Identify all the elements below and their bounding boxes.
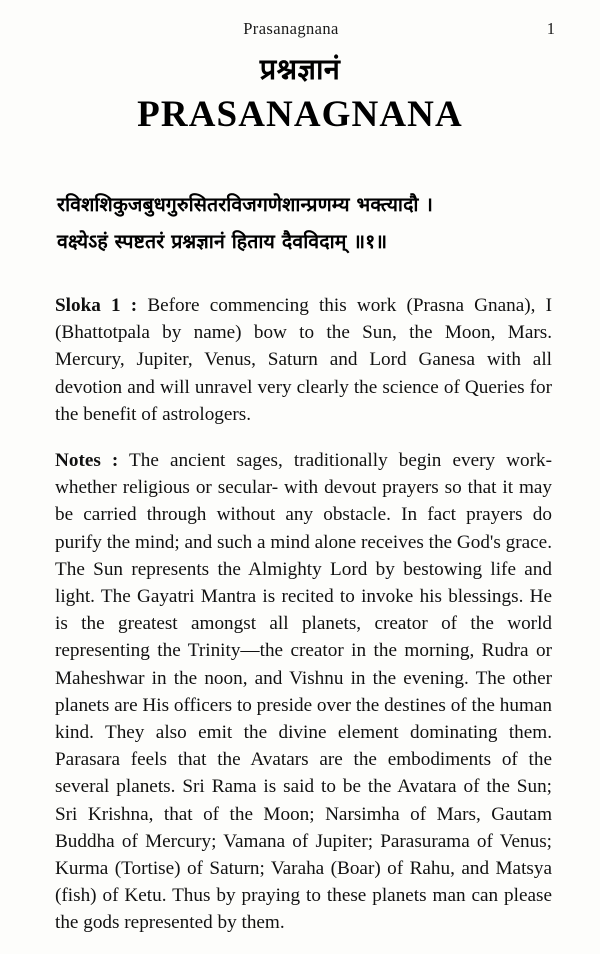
body-text — [55, 292, 552, 937]
running-header-title: Prasanagnana — [243, 19, 339, 38]
sloka-text: Before commencing this work (Prasna Gnana), I (Bhattotpala by name) bow to the Sun, the Moon, Mars. Mercury, Jupiter, Venus, Saturn and Lord Ganesa with all devotion and will unravel very clearly the science of Queries for the benefit of astrologers. — [55, 295, 552, 425]
chapter-title-roman: PRASANAGNANA — [137, 94, 463, 136]
verse-line-2: वक्ष्येऽहं स्पष्टतरं प्रश्नज्ञानं हिताय दैवविदाम् ॥१॥ — [57, 230, 388, 254]
notes-paragraph — [55, 447, 552, 937]
title-block — [0, 52, 600, 136]
page-number: 1 — [546, 19, 555, 38]
verse-line-1: रविशशिकुजबुधगुरुसितरविजगणेशान्प्रणम्य भक्त्यादौ । — [57, 193, 433, 216]
notes-label: Notes : — [55, 450, 119, 472]
notes-text: The ancient sages, traditionally begin every work-whether religious or secular- with devout prayers so that it may be carried through without any obstacle. In fact prayers do purify the mind; and such a mind alone receives the God's grace. The Sun represents the Almighty Lord by bestowing life and light. The Gayatri Mantra is recited to invoke his blessings. He is the greatest amongst all planets, creator of the world representing the Trinity—the creator in the morning, Rudra or Maheshwar in the noon, and Vishnu in the evening. The other planets are His officers to preside over the destines of the human kind. They also emit the divine element dominating them. Parasara feels that the Avatars are the embodiments of the several planets. Sri Rama is said to be the Avatara of the Sun; Sri Krishna, that of the Moon; Narsimha of Mars, Gautam Buddha of Mercury; Vamana of Jupiter; Parasurama of Venus; Kurma (Tortise) of Saturn; Varaha (Boar) of Rahu, and Matsya (fish) of Ketu. Thus by praying to these planets man can please the gods represented by them. — [55, 450, 552, 934]
chapter-title-devanagari: प्रश्नज्ञानं — [259, 52, 341, 86]
sanskrit-verse — [57, 186, 547, 261]
sloka-label: Sloka 1 : — [55, 295, 138, 316]
sloka-paragraph — [55, 292, 552, 428]
running-header — [55, 19, 555, 41]
